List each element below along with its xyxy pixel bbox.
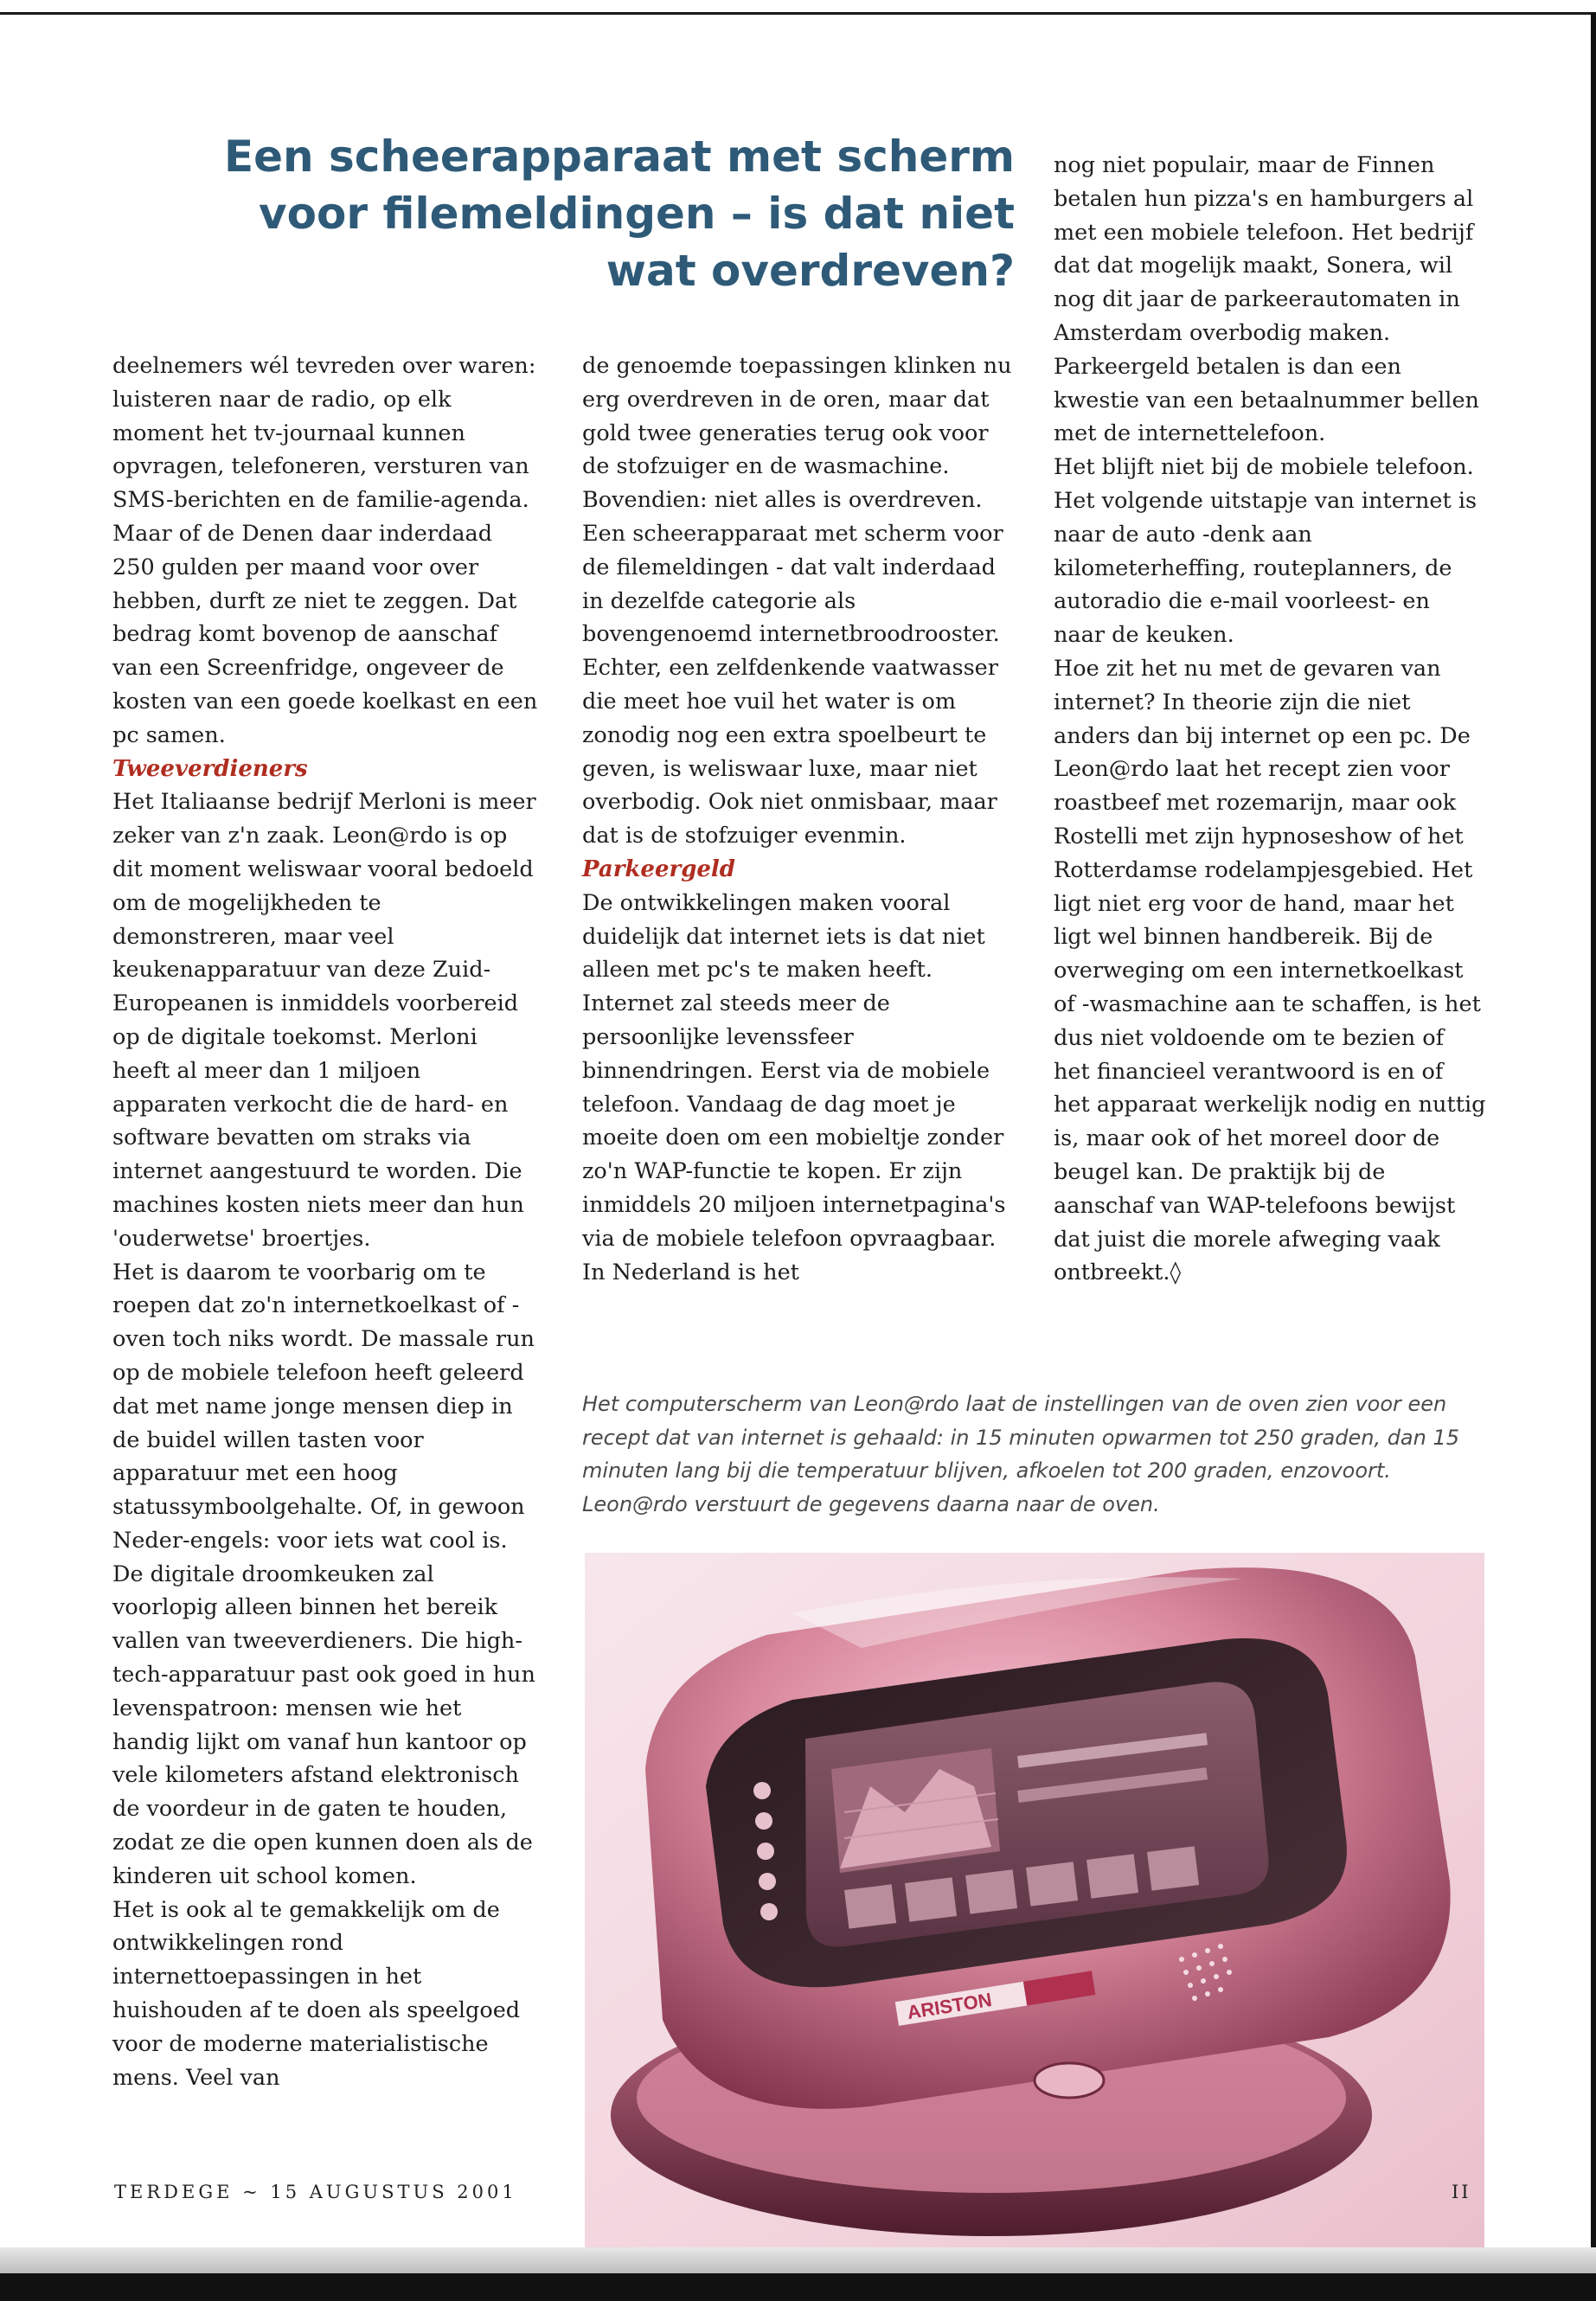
section-subheading: Parkeergeld: [582, 856, 735, 882]
article-paragraph: Hoe zit het nu met de gevaren van internet? In theorie zijn die niet anders dan bij internet op een pc. De Leon@rdo laat het recept zien voor roastbeef met rozemarijn, maar ook Rostelli met zijn hypnoseshow of het Rotterdamse rodelampjesgebied. Het ligt niet erg voor de hand, maar het ligt wel binnen handbereik. Bij de overweging om een internetkoelkast of -wasmachine aan te schaffen, is het dus niet voldoende om te bezien of het financieel verantwoord is en of het apparaat werkelijk nodig en nuttig is, maar ook of het moreel door de beugel kan. De praktijk bij de aanschaf van WAP-telefoons bewijst dat juist die morele afweging vaak ontbreekt.◊: [1054, 655, 1486, 1286]
column-left: [112, 349, 541, 2094]
page-edge-shadow: [0, 2247, 1596, 2273]
oven-device-photo: [585, 1553, 1484, 2262]
article-paragraph: Het is daarom te voorbarig om te roepen dat zo'n internetkoelkast of -oven toch niks wordt. De massale run op de mobiele telefoon heeft geleerd dat met name jonge mensen diep in de buidel willen tasten voor apparatuur met een hoog statussymboolgehalte. Of, in gewoon Neder-engels: voor iets wat cool is. De digitale droomkeuken zal voorlopig alleen binnen het bereik vallen van tweeverdieners. Die high-tech-apparatuur past ook goed in hun levenspatroon: mensen wie het handig lijkt om vanaf hun kantoor op vele kilometers afstand elektronisch de voordeur in de gaten te houden, zodat ze die open kunnen doen als de kinderen uit school komen.: [112, 1259, 535, 1889]
top-rule: [0, 12, 1596, 15]
section-subheading: Tweeverdieners: [112, 755, 308, 782]
svg-text:ARISTON: ARISTON: [905, 1988, 994, 2024]
article-paragraph: Het Italiaanse bedrijf Merloni is meer zeker van z'n zaak. Leon@rdo is op dit moment weliswaar vooral bedoeld om de mogelijkheden te demonstreren, maar veel keukenapparatuur van deze Zuid-Europeanen is inmiddels voorbereid op de digitale toekomst. Merloni heeft al meer dan 1 miljoen apparaten verkocht die de hard- en software bevatten om straks via internet aangestuurd te worden. Die machines kosten niets meer dan hun 'ouderwetse' broertjes.: [112, 789, 536, 1252]
column-middle: [582, 349, 1012, 1289]
article-paragraph: nog niet populair, maar de Finnen betalen hun pizza's en hamburgers al met een mobiele telefoon. Het bedrijf dat dat mogelijk maakt, Sonera, wil nog dit jaar de parkeerautomaten in Amsterdam overbodig maken. Parkeergeld betalen is dan een kwestie van een betaalnummer bellen met de internettelefoon.: [1054, 152, 1479, 447]
page-right-edge: [1591, 12, 1596, 2279]
front-knob: [1035, 2063, 1104, 2098]
article-headline: Een scheerapparaat met scherm voor filemeldingen – is dat niet wat overdreven?: [223, 131, 1015, 296]
bottom-band: [0, 2273, 1596, 2301]
column-right: [1054, 149, 1486, 1290]
page-number: II: [1452, 2182, 1471, 2202]
article-paragraph: Het blijft niet bij de mobiele telefoon. Het volgende uitstapje van internet is naar de auto -denk aan kilometerheffing, routeplanners, de autoradio die e-mail voorleest- en naar de keuken.: [1054, 454, 1477, 649]
article-paragraph: De ontwikkelingen maken vooral duidelijk dat internet iets is dat niet alleen met pc's te maken heeft. Internet zal steeds meer de persoonlijke levenssfeer binnendringen. Eerst via de mobiele telefoon. Vandaag de dag moet je moeite doen om een mobieltje zonder zo'n WAP-functie te kopen. Er zijn inmiddels 20 miljoen internetpagina's via de mobiele telefoon opvraagbaar. In Nederland is het: [582, 889, 1006, 1285]
footer-publication: TERDEGE ~ 15 AUGUSTUS 2001: [114, 2182, 517, 2202]
article-paragraph: de genoemde toepassingen klinken nu erg overdreven in de oren, maar dat gold twee generaties terug ook voor de stofzuiger en de wasmachine. Bovendien: niet alles is overdreven. Een scheerapparaat met scherm voor de filemeldingen - dat valt inderdaad in dezelfde categorie als bovengenoemd internetbroodrooster. Echter, een zelfdenkende vaatwasser die meet hoe vuil het water is om zonodig nog een extra spoelbeurt te geven, is weliswaar luxe, maar niet overbodig. Ook niet onmisbaar, maar dat is de stofzuiger evenmin.: [582, 353, 1012, 849]
article-paragraph: deelnemers wél tevreden over waren: luisteren naar de radio, op elk moment het tv-journaal kunnen opvragen, telefoneren, versturen van SMS-berichten en de familie-agenda. Maar of de Denen daar inderdaad 250 gulden per maand voor over hebben, durft ze niet te zeggen. Dat bedrag komt bovenop de aanschaf van een Screenfridge, ongeveer de kosten van een goede koelkast en een pc samen.: [112, 353, 538, 748]
article-paragraph: Het is ook al te gemakkelijk om de ontwikkelingen rond internettoepassingen in het huishouden af te doen als speelgoed voor de moderne materialistische mens. Veel van: [112, 1896, 521, 2091]
photo-caption: Het computerscherm van Leon@rdo laat de instellingen van de oven zien voor een recept dat van internet is gehaald: in 15 minuten opwarmen tot 250 graden, dan 15 minuten lang bij die temperatuur blijven, afkoelen tot 200 graden, enzovoort. Leon@rdo verstuurt de gegevens daarna naar de oven.: [582, 1392, 1460, 1516]
